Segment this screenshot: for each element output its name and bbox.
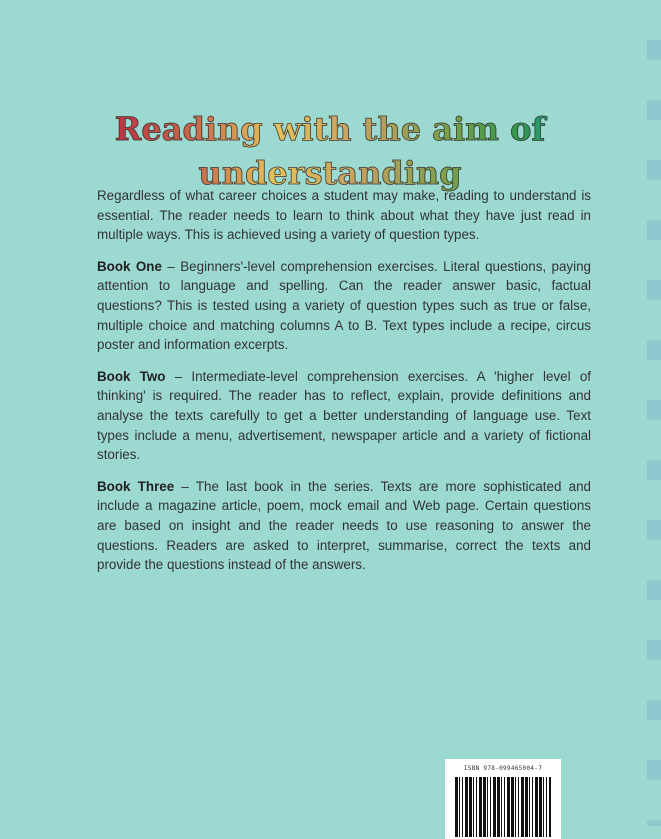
paragraph-lead: Book Three [97,478,175,494]
book-one-paragraph [97,257,591,355]
isbn-number: ISBN 978-099465004-7 [463,765,543,772]
paragraph-text: – The last book in the series. Texts are more sophisticated and include a magazine article, poem, mock email and Web page. Certain questions are based on insight and the reader needs to use reasoning to answer the questions. Readers are asked to interpret, summarise, correct the texts and provide the questions instead of the answers. [97,478,591,573]
paragraph-lead: Book Two [97,368,166,384]
paragraph-text: – Beginners'-level comprehension exercises. Literal questions, paying attention to language and spelling. Can the reader answer basic, factual questions? This is tested using a variety of question types such as true or false, multiple choice and matching columns A to B. Text types include a recipe, circus poster and information excerpts. [97,258,591,353]
cover-edge-pattern [647,0,661,826]
intro-paragraph [97,186,591,245]
paragraph-lead: Book One [97,258,162,274]
cover-title: Reading with the aim of understanding [60,107,600,195]
book-two-paragraph [97,367,591,465]
book-three-paragraph [97,477,591,575]
paragraph-text: – Intermediate-level comprehension exercises. A 'higher level of thinking' is required. The reader has to reflect, explain, provide definitions and analyse the texts carefully to get a better understanding of language use. Text types include a menu, advertisement, newspaper article and a variety of fictional stories. [97,368,591,463]
paragraph-text: Regardless of what career choices a student may make, reading to understand is essential. The reader needs to learn to think about what they have just read in multiple ways. This is achieved using a variety of question types. [97,188,591,243]
barcode-bars [455,777,551,837]
isbn-barcode [445,759,561,839]
blurb [97,186,591,587]
